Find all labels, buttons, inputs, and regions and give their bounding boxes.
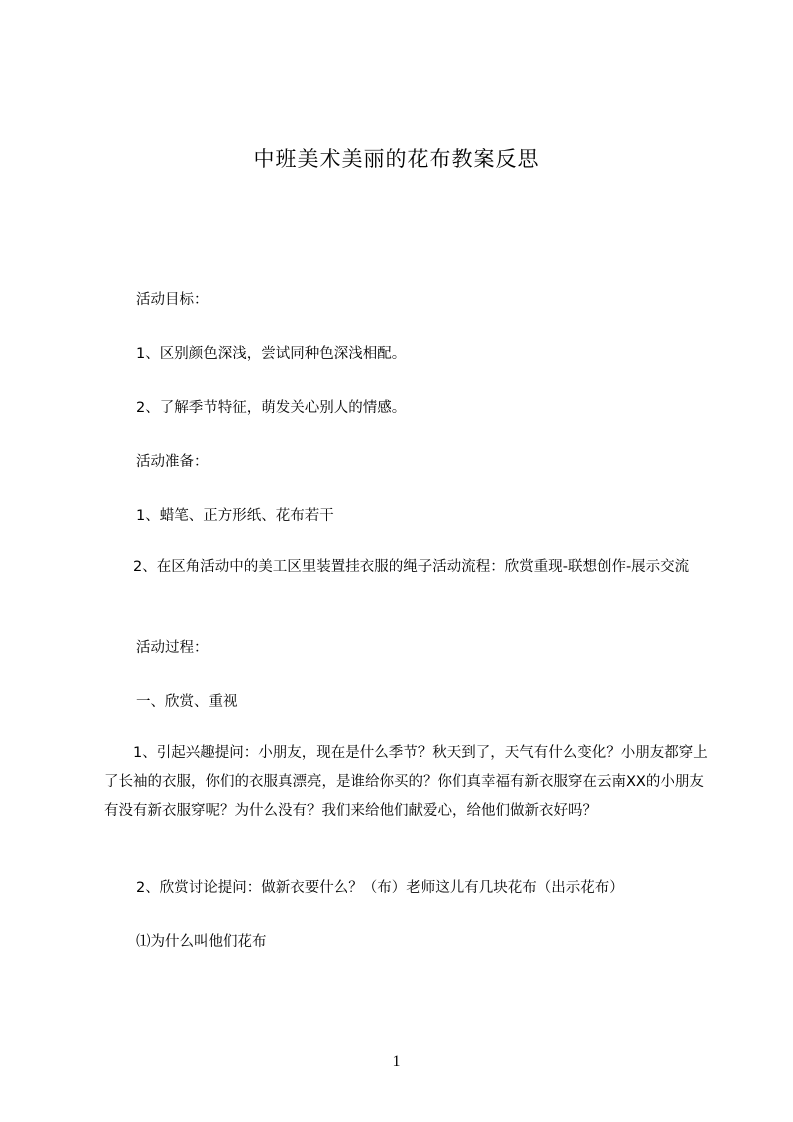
goal-item-2: 2、了解季节特征，萌发关心别人的情感。 — [136, 400, 407, 416]
section-heading-preparation: 活动准备： — [136, 454, 209, 470]
process-step-heading-1: 一、欣赏、重视 — [136, 694, 238, 710]
preparation-item-2: 2、在区角活动中的美工区里装置挂衣服的绳子活动流程：欣赏重现-联想创作-展示交流 — [104, 559, 690, 575]
page-number: 1 — [392, 1053, 401, 1070]
document-title: 中班美术美丽的花布教案反思 — [253, 147, 540, 171]
section-heading-goals: 活动目标： — [136, 292, 209, 308]
preparation-item-1: 1、蜡笔、正方形纸、花布若干 — [136, 508, 334, 524]
process-step-2-paragraph: 2、欣赏讨论提问：做新衣要什么？（布）老师这儿有几块花布（出示花布） — [136, 880, 624, 896]
goal-item-1: 1、区别颜色深浅，尝试同种色深浅相配。 — [136, 346, 407, 362]
process-question-1: ⑴为什么叫他们花布 — [136, 934, 267, 950]
process-step-1-paragraph: 1、引起兴趣提问：小朋友，现在是什么季节？秋天到了，天气有什么变化？小朋友都穿上了长袖的衣服，你们的衣服真漂亮，是谁给你买的？你们真幸福有新衣服穿在云南XX的小朋友有没有新衣服穿呢？为什么没有？我们来给他们献爱心，给他们做新衣好吗？ — [104, 745, 708, 819]
section-heading-process: 活动过程： — [136, 640, 209, 656]
